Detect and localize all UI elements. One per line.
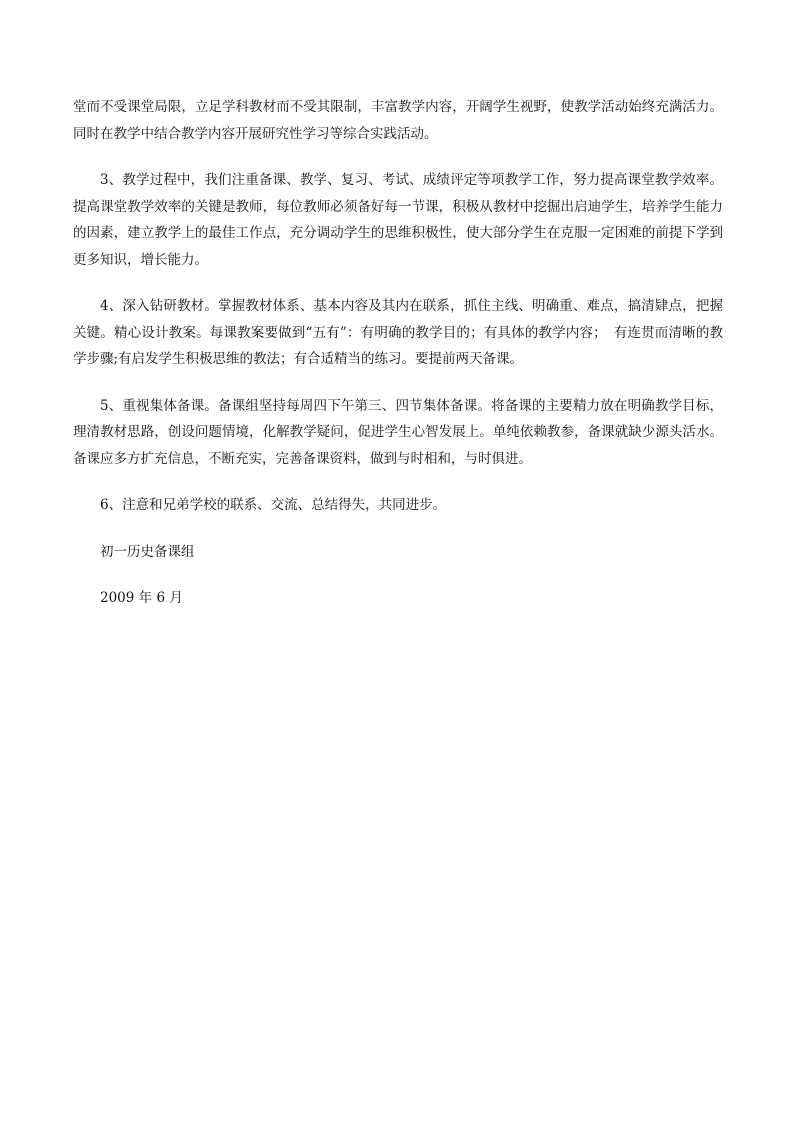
document-page [73, 94, 723, 632]
signature-group: 初一历史备课组 [100, 543, 195, 560]
paragraph-item-6: 6、注意和兄弟学校的联系、交流、总结得失，共同进步。 [100, 497, 447, 513]
paragraph-item-4: 4、深入钻研教材。掌握教材体系、基本内容及其内在联系，抓住主线、明确重、难点，搞清肄点，把握关键。精心设计教案。每课教案要做到“五有”：有明确的教学目的；有具体的教学内容； 有连贯而清晰的教学步骤;有启发学生积极思维的教法；有合适精当的练习。要提前两天备课。 [73, 298, 723, 367]
paragraph-item-3: 3、教学过程中，我们注重备课、教学、复习、考试、成绩评定等项教学工作，努力提高课堂教学效率。提高课堂教学效率的关键是教师，每位教师必须备好每一节课，积极从教材中挖掘出启迪学生，培养学生能力的因素，建立教学上的最佳工作点，充分调动学生的思维积极性，使大部分学生在克服一定困难的前提下学到更多知识，增长能力。 [73, 172, 723, 268]
paragraph-continuation: 堂而不受课堂局限，立足学科教材而不受其限制，丰富教学内容，开阔学生视野，使教学活动始终充满活力。同时在教学中结合教学内容开展研究性学习等综合实践活动。 [73, 99, 723, 142]
signature-date: 2009 年 6 月 [100, 590, 183, 606]
paragraph-item-5: 5、重视集体备课。备课组坚持每周四下午第三、四节集体备课。将备课的主要精力放在明确教学目标，理清教材思路，创设问题情境，化解教学疑问，促进学生心智发展上。单纯依赖教参，备课就缺少源头活水。备课应多方扩充信息，不断充实，完善备课资料，做到与时相和，与时俱进。 [73, 397, 723, 467]
